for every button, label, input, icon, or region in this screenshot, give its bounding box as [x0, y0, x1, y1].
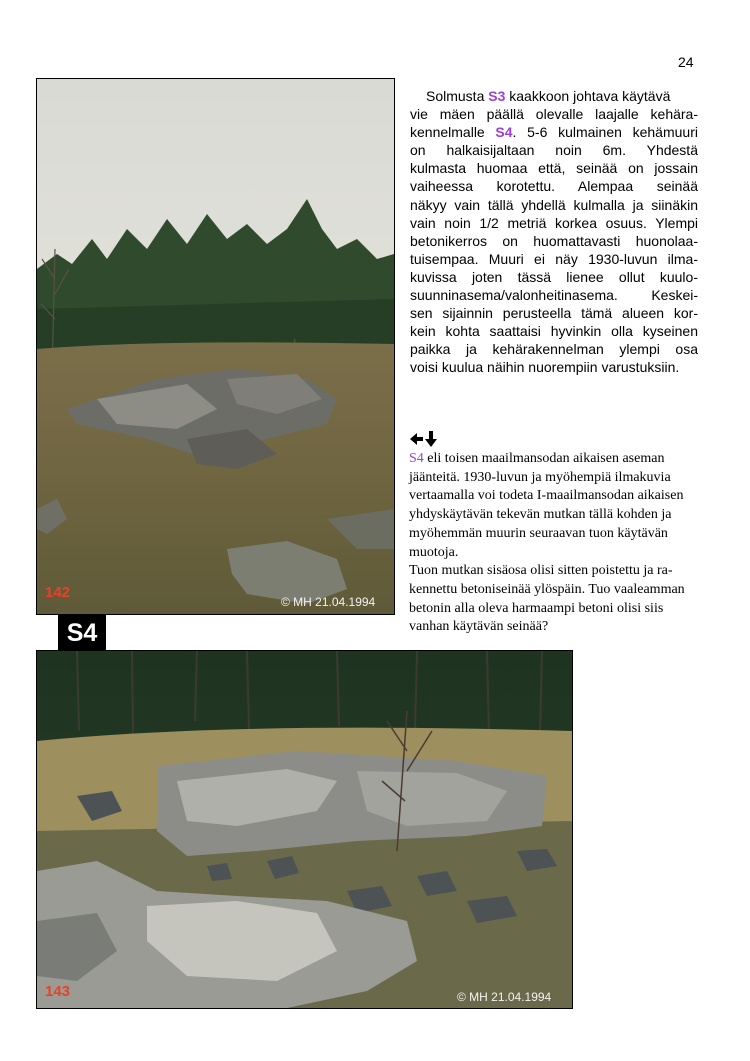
text-line — [410, 286, 698, 304]
text-line — [409, 600, 709, 619]
text-segment: kennettu betoniseinää ylöspäin. Tuo vaaleamman — [409, 581, 685, 597]
text-segment: kulmasta huomaa että, seinää on jossain — [410, 160, 698, 177]
landscape-photo-image — [37, 79, 394, 614]
text-segment: näkyy vain tällä yhdellä kulmalla ja siinäkin — [410, 196, 698, 213]
photo-credit: © MH 21.04.1994 — [457, 990, 552, 1004]
text-line — [410, 196, 698, 214]
text-line — [410, 177, 698, 195]
text-segment: tuisempaa. Muuri ei näy 1930-luvun ilma- — [410, 250, 698, 267]
text-line — [410, 250, 698, 268]
text-segment: jäänteitä. 1930-luvun ja myöhempiä ilmakuvia — [409, 469, 671, 485]
photo-142 — [36, 78, 395, 615]
text-segment: vie mäen päällä olevalle laajalle kehära- — [410, 106, 698, 123]
section-reference: S3 — [488, 88, 506, 104]
text-segment: on halkaisijaltaan noin 6m. Yhdestä — [410, 142, 698, 159]
text-line — [410, 340, 698, 358]
text-line — [409, 544, 709, 563]
description-paragraph — [410, 87, 698, 377]
text-line — [409, 618, 709, 637]
text-line — [410, 304, 698, 322]
text-line — [410, 141, 698, 159]
text-line — [409, 562, 709, 581]
text-line — [410, 322, 698, 340]
left-down-arrows-icon — [410, 430, 442, 448]
text-line — [410, 159, 698, 177]
text-segment: . 5-6 kulmainen kehämuuri — [512, 124, 698, 141]
text-line — [409, 581, 709, 600]
text-segment: eli toisen maailmansodan aikaisen aseman — [423, 451, 665, 466]
text-line — [410, 214, 698, 232]
text-segment: voisi kuulua näihin nuorempiin varustuksiin. — [410, 359, 680, 376]
section-reference: S4 — [409, 451, 424, 466]
text-line — [409, 450, 709, 469]
text-line — [410, 268, 698, 286]
text-line — [409, 469, 709, 488]
text-line — [409, 487, 709, 506]
text-line — [410, 105, 698, 123]
text-segment: paikka ja kehärakennelman ylempi osa — [410, 341, 698, 358]
text-line — [410, 232, 698, 250]
section-tag: S4 — [58, 614, 106, 652]
photo-number: 142 — [45, 584, 71, 601]
photo-credit: © MH 21.04.1994 — [281, 595, 376, 609]
text-segment: sen sijainnin perusteella tämä alueen kor- — [410, 305, 698, 322]
text-line — [410, 123, 698, 141]
text-segment: Solmusta — [426, 88, 489, 104]
text-segment: vanhan käytävän seinää? — [409, 619, 549, 635]
text-segment: vertaamalla voi todeta I-maailmansodan aikaisen — [409, 488, 684, 504]
ruins-photo-image — [37, 651, 572, 1008]
text-segment: muotoja. — [409, 544, 459, 560]
text-segment: myöhemmän muurin seuraavan tuon käytävän — [409, 525, 668, 541]
text-segment: yhdyskäytävän tekevän mutkan tällä kohden ja — [409, 507, 672, 523]
text-segment: kein kohta saattaisi hyvinkin olla kyseinen — [410, 323, 698, 340]
photo-number: 143 — [45, 983, 71, 1000]
text-line — [410, 87, 698, 105]
text-segment: kaakkoon johtava käytävä — [505, 88, 671, 104]
text-segment: suunninasema/valonheitinasema. Keskei- — [410, 287, 698, 304]
text-segment: vain noin 1/2 metriä korkea osuus. Ylempi — [410, 214, 698, 231]
text-line — [409, 506, 709, 525]
text-segment: kuvissa joten tässä lienee ollut kuulo- — [410, 268, 698, 285]
text-line — [409, 525, 709, 544]
text-line — [410, 358, 698, 376]
text-segment: vaiheessa korotettu. Alempaa seinää — [410, 178, 698, 195]
caption-paragraph — [409, 450, 709, 637]
page-number: 24 — [678, 54, 694, 70]
text-segment: kennelmalle — [410, 124, 496, 141]
text-segment: betonikerros on huomattavasti huonolaa- — [410, 232, 698, 249]
section-reference: S4 — [495, 124, 513, 141]
text-segment: betonin alla oleva harmaampi betoni olisi siis — [409, 600, 664, 616]
photo-143 — [36, 650, 573, 1009]
text-segment: Tuon mutkan sisäosa olisi sitten poistettu ja ra- — [409, 563, 673, 579]
